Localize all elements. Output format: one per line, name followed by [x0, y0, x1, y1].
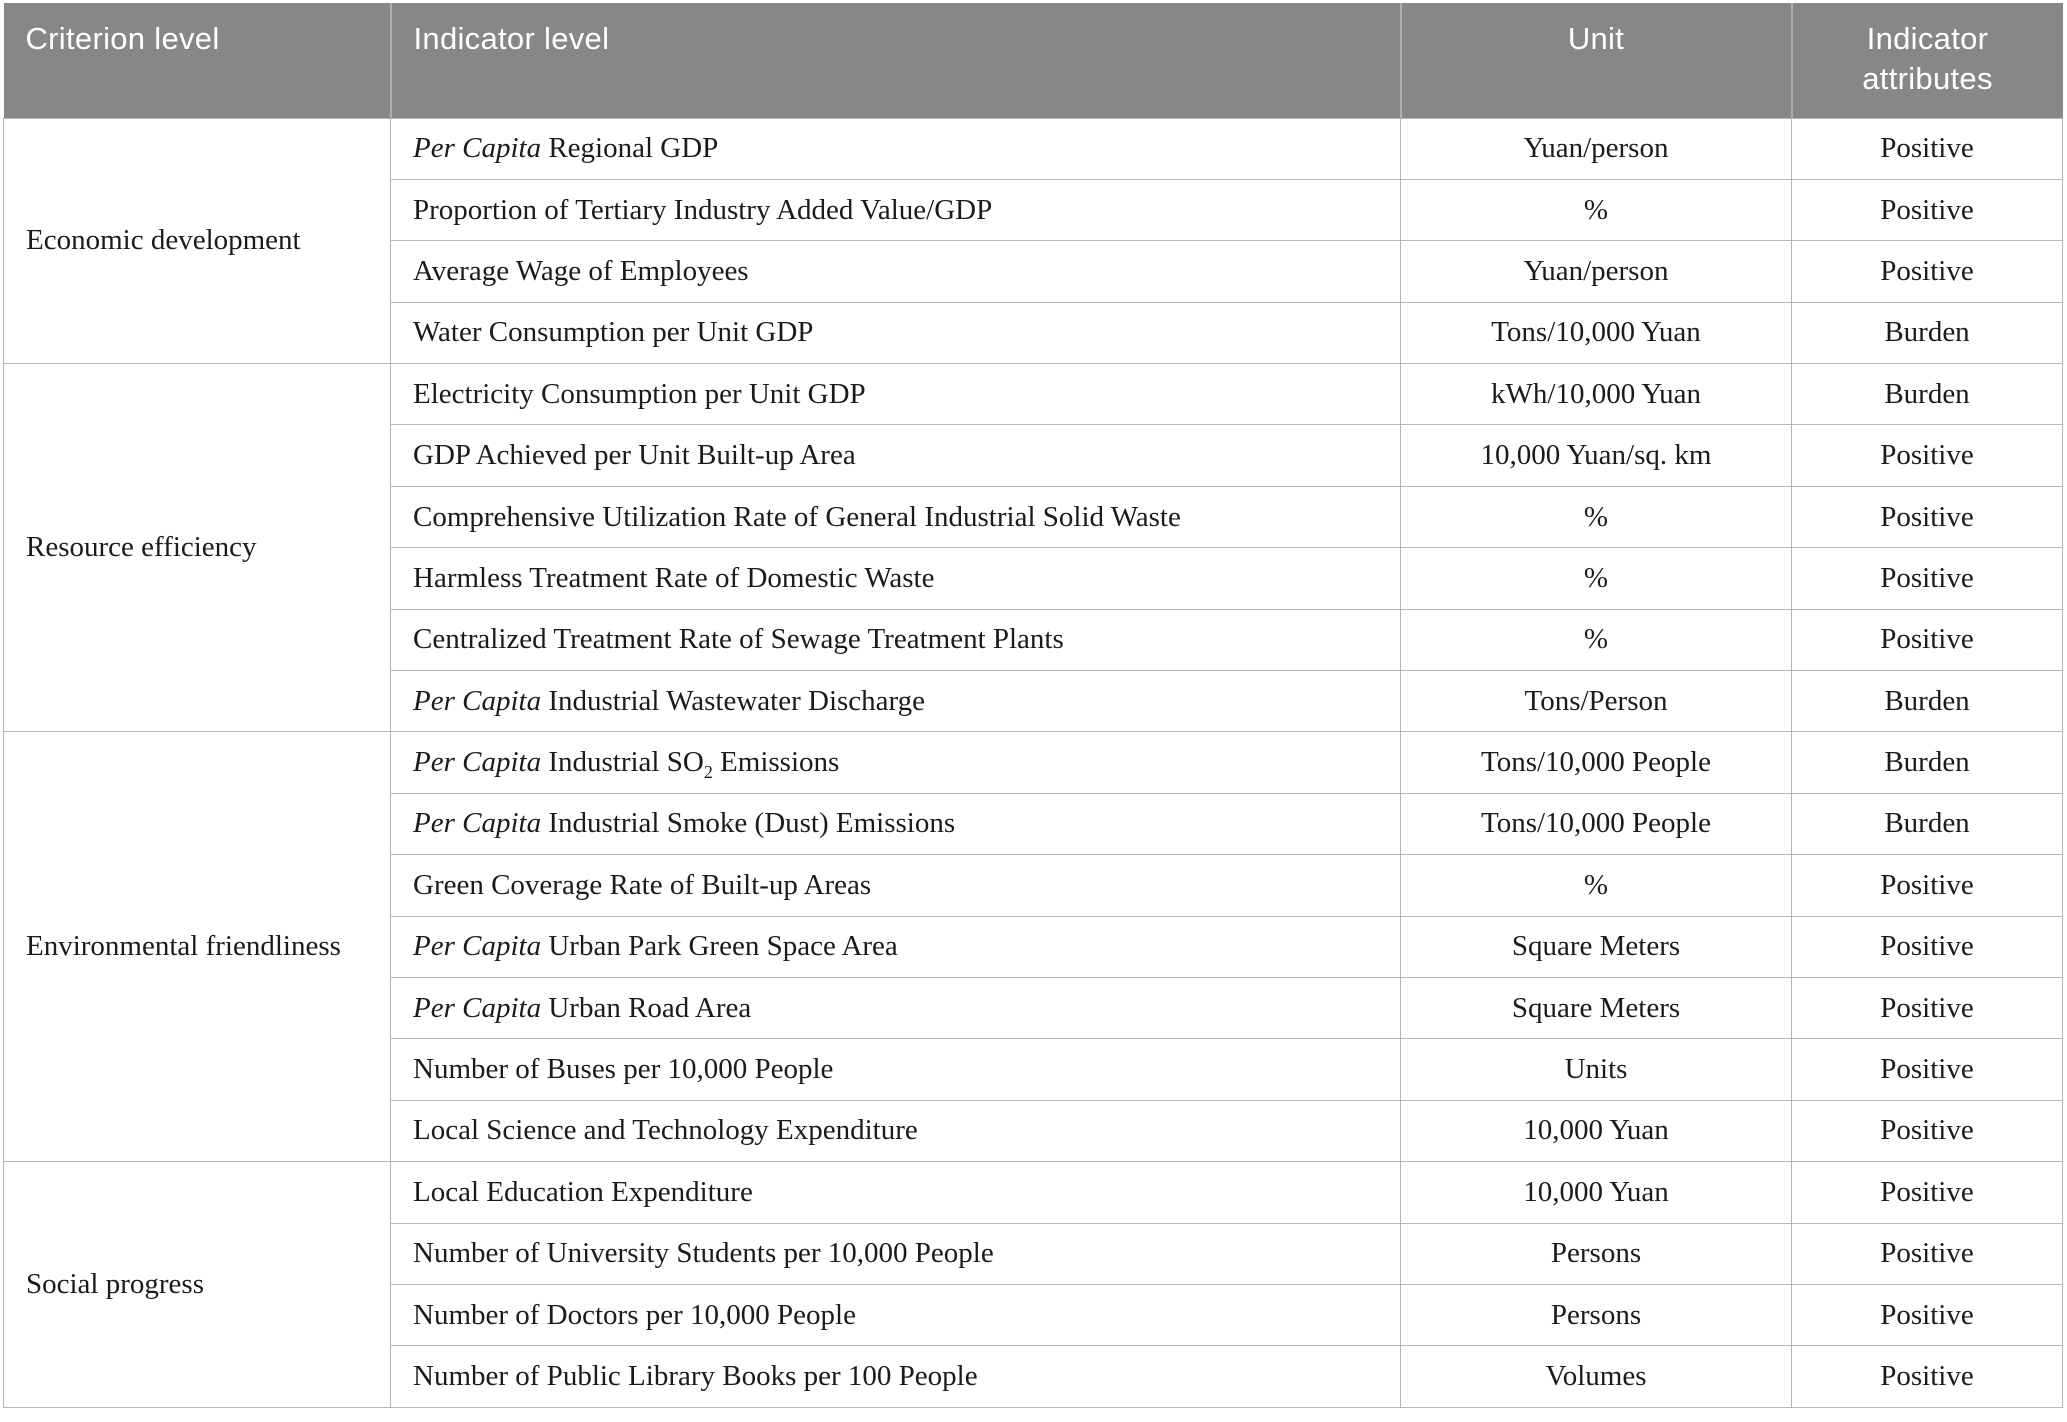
indicator-cell — [391, 671, 1401, 732]
header-criterion-level: Criterion level — [4, 3, 391, 118]
attribute-cell: Positive — [1792, 425, 2063, 486]
indicator-text: Water Consumption per Unit GDP — [413, 316, 814, 349]
indicator-cell — [391, 1346, 1401, 1407]
unit-cell: % — [1401, 548, 1792, 609]
header-unit: Unit — [1401, 3, 1792, 118]
indicator-cell — [391, 548, 1401, 609]
header-indicator-attributes: Indicator attributes — [1792, 3, 2063, 118]
indicator-cell — [391, 364, 1401, 425]
header-indicator-level: Indicator level — [391, 3, 1401, 118]
indicator-cell — [391, 1039, 1401, 1100]
indicator-cell — [391, 793, 1401, 854]
indicator-text-italic: Per Capita — [413, 132, 542, 165]
unit-cell: Square Meters — [1401, 916, 1792, 977]
indicator-text: Number of Doctors per 10,000 People — [413, 1298, 856, 1331]
criterion-cell: Economic development — [4, 118, 391, 364]
attribute-cell: Positive — [1792, 486, 2063, 547]
table-row — [4, 118, 2063, 179]
attribute-cell: Positive — [1792, 916, 2063, 977]
unit-cell: % — [1401, 855, 1792, 916]
unit-cell: Tons/10,000 People — [1401, 732, 1792, 793]
unit-cell: Yuan/person — [1401, 241, 1792, 302]
unit-cell: Yuan/person — [1401, 118, 1792, 179]
indicator-text: Green Coverage Rate of Built-up Areas — [413, 868, 872, 901]
table-row — [4, 1162, 2063, 1223]
indicator-text-italic: Per Capita — [413, 746, 542, 779]
attribute-cell: Positive — [1792, 1162, 2063, 1223]
unit-cell: Tons/10,000 Yuan — [1401, 302, 1792, 363]
indicator-cell — [391, 486, 1401, 547]
attribute-cell: Positive — [1792, 977, 2063, 1038]
attribute-cell: Burden — [1792, 364, 2063, 425]
indicator-cell — [391, 1284, 1401, 1345]
attribute-cell: Positive — [1792, 548, 2063, 609]
unit-cell: Tons/10,000 People — [1401, 793, 1792, 854]
indicator-cell — [391, 977, 1401, 1038]
unit-cell: Persons — [1401, 1223, 1792, 1284]
indicator-text: Centralized Treatment Rate of Sewage Treatment Plants — [413, 623, 1064, 656]
attribute-cell: Positive — [1792, 179, 2063, 240]
indicator-cell — [391, 179, 1401, 240]
indicator-text: GDP Achieved per Unit Built-up Area — [413, 439, 856, 472]
attribute-cell: Burden — [1792, 302, 2063, 363]
indicator-cell — [391, 855, 1401, 916]
indicator-cell — [391, 732, 1401, 793]
attribute-cell: Positive — [1792, 118, 2063, 179]
indicator-cell — [391, 425, 1401, 486]
indicator-cell — [391, 302, 1401, 363]
indicator-cell — [391, 241, 1401, 302]
criterion-cell: Resource efficiency — [4, 364, 391, 732]
indicator-text: Electricity Consumption per Unit GDP — [413, 377, 866, 410]
attribute-cell: Positive — [1792, 1346, 2063, 1407]
attribute-cell: Burden — [1792, 671, 2063, 732]
indicator-text-italic: Per Capita — [413, 684, 542, 717]
indicator-cell — [391, 1223, 1401, 1284]
attribute-cell: Positive — [1792, 855, 2063, 916]
indicator-text: Comprehensive Utilization Rate of General Industrial Solid Waste — [413, 500, 1181, 533]
indicator-text: Emissions — [712, 746, 840, 779]
indicator-text: Local Science and Technology Expenditure — [413, 1114, 918, 1147]
table-header — [4, 3, 2063, 118]
criterion-cell: Environmental friendliness — [4, 732, 391, 1162]
indicator-subscript: 2 — [703, 761, 713, 782]
indicator-text: Proportion of Tertiary Industry Added Value/GDP — [413, 193, 993, 226]
table-body — [4, 118, 2063, 1407]
header-row — [4, 3, 2063, 118]
indicator-text: Urban Park Green Space Area — [541, 930, 898, 963]
unit-cell: 10,000 Yuan/sq. km — [1401, 425, 1792, 486]
criterion-cell: Social progress — [4, 1162, 391, 1408]
indicator-cell — [391, 1100, 1401, 1161]
unit-cell: Volumes — [1401, 1346, 1792, 1407]
attribute-cell: Positive — [1792, 1284, 2063, 1345]
indicator-text-italic: Per Capita — [413, 991, 542, 1024]
indicator-text-italic: Per Capita — [413, 807, 542, 840]
attribute-cell: Positive — [1792, 1100, 2063, 1161]
indicator-text: Harmless Treatment Rate of Domestic Waste — [413, 561, 935, 594]
table-row — [4, 364, 2063, 425]
unit-cell: 10,000 Yuan — [1401, 1100, 1792, 1161]
indicator-text: Regional GDP — [541, 132, 719, 165]
unit-cell: Persons — [1401, 1284, 1792, 1345]
indicator-text: Number of Buses per 10,000 People — [413, 1053, 834, 1086]
attribute-cell: Burden — [1792, 793, 2063, 854]
attribute-cell: Burden — [1792, 732, 2063, 793]
attribute-cell: Positive — [1792, 609, 2063, 670]
attribute-cell: Positive — [1792, 241, 2063, 302]
indicator-table — [3, 3, 2063, 1408]
indicator-cell — [391, 1162, 1401, 1223]
indicator-text: Industrial Smoke (Dust) Emissions — [541, 807, 956, 840]
indicator-cell — [391, 118, 1401, 179]
unit-cell: 10,000 Yuan — [1401, 1162, 1792, 1223]
indicator-text: Average Wage of Employees — [413, 254, 749, 287]
indicator-text: Urban Road Area — [541, 991, 752, 1024]
indicator-text: Industrial Wastewater Discharge — [541, 684, 926, 717]
unit-cell: % — [1401, 179, 1792, 240]
unit-cell: kWh/10,000 Yuan — [1401, 364, 1792, 425]
unit-cell: % — [1401, 609, 1792, 670]
indicator-text: Local Education Expenditure — [413, 1175, 753, 1208]
indicator-text: Number of University Students per 10,000 People — [413, 1237, 994, 1270]
indicator-cell — [391, 916, 1401, 977]
unit-cell: Units — [1401, 1039, 1792, 1100]
unit-cell: Tons/Person — [1401, 671, 1792, 732]
attribute-cell: Positive — [1792, 1039, 2063, 1100]
indicator-cell — [391, 609, 1401, 670]
indicator-text: Number of Public Library Books per 100 People — [413, 1360, 978, 1392]
indicator-text: Industrial SO — [541, 746, 704, 779]
table-row — [4, 732, 2063, 793]
attribute-cell: Positive — [1792, 1223, 2063, 1284]
indicator-text-italic: Per Capita — [413, 930, 542, 963]
unit-cell: % — [1401, 486, 1792, 547]
unit-cell: Square Meters — [1401, 977, 1792, 1038]
